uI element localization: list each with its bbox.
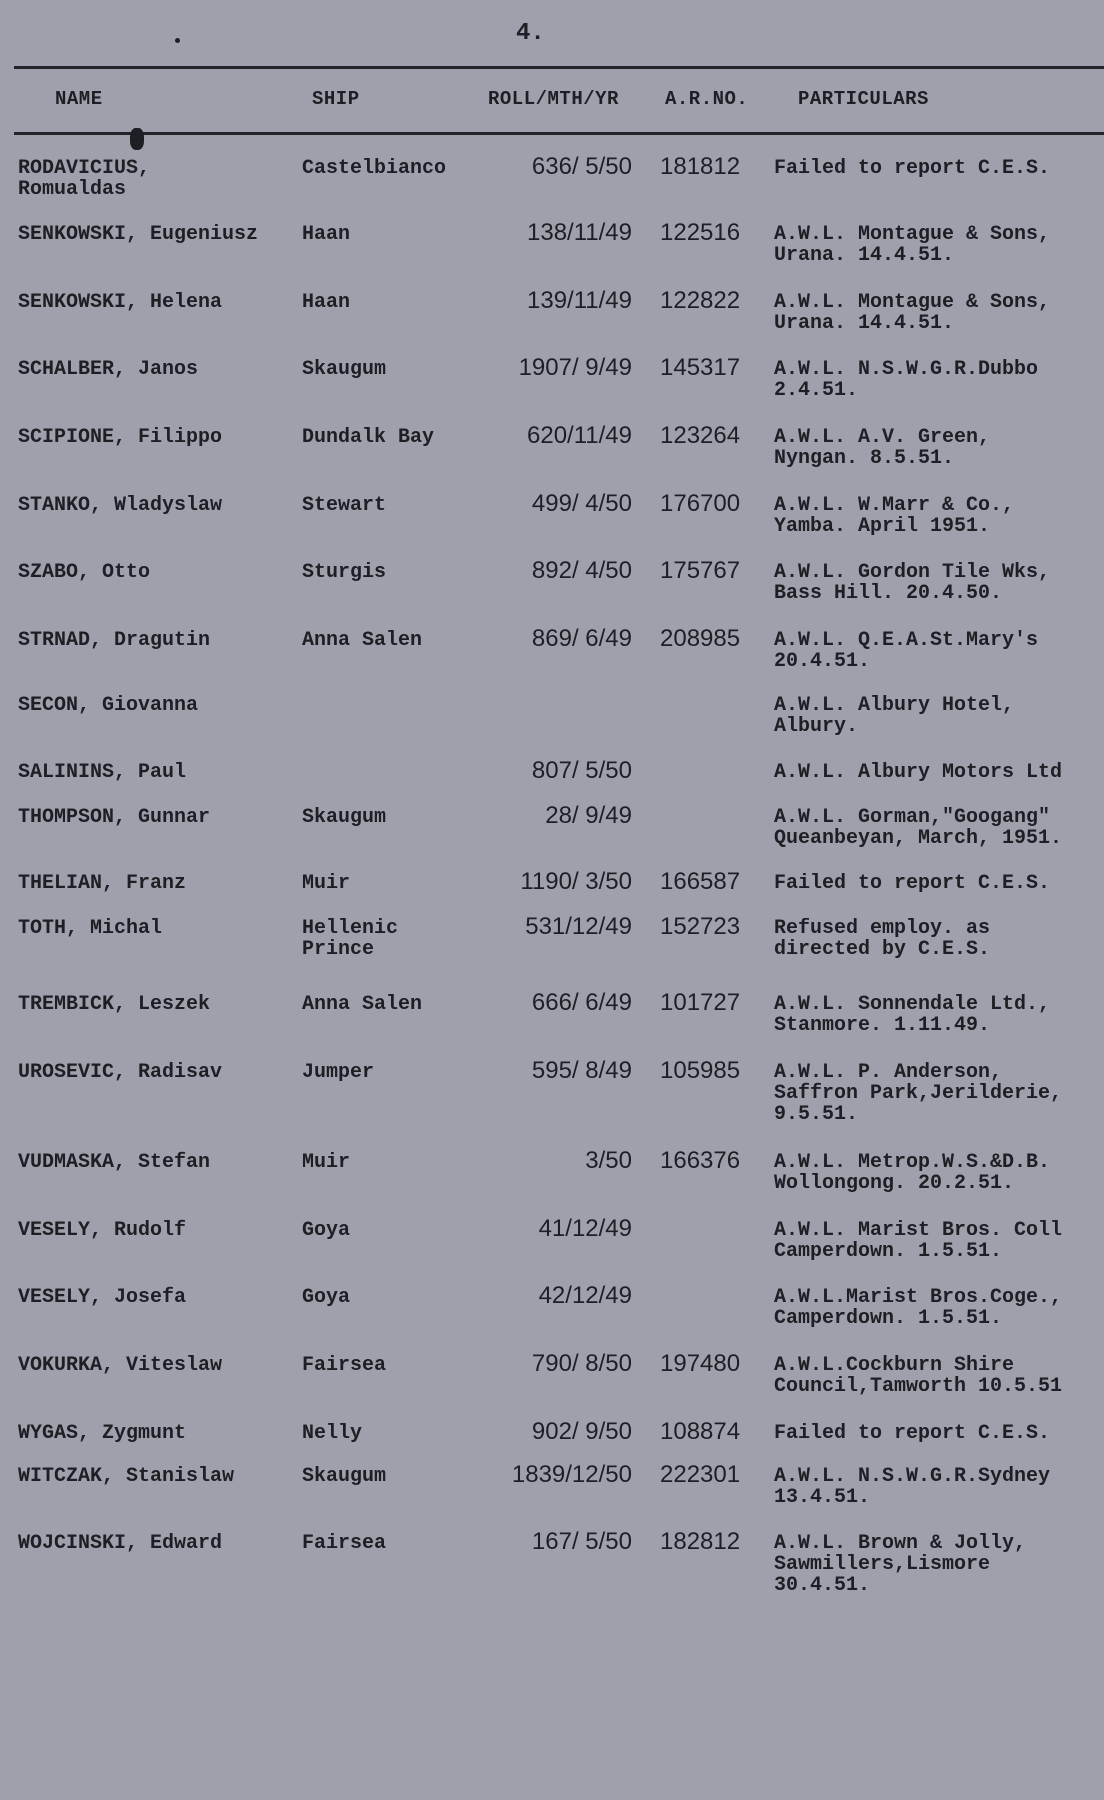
- row-particulars: A.W.L. Metrop.W.S.&D.B. Wollongong. 20.2.51.: [774, 1152, 1051, 1194]
- row-ar-no: 152723: [660, 913, 741, 940]
- row-name: THELIAN, Franz: [18, 872, 187, 895]
- header-rule: [14, 132, 1104, 135]
- row-particulars: A.W.L.Cockburn Shire Council,Tamworth 10.5.51: [774, 1355, 1063, 1397]
- row-ar-no: 122822: [660, 287, 741, 314]
- row-ar-no: 222301: [660, 1461, 741, 1488]
- row-roll: 666/ 6/49: [531, 989, 632, 1016]
- row-ship: Stewart: [302, 494, 387, 517]
- row-ship: Goya: [302, 1219, 351, 1242]
- row-particulars: A.W.L. W.Marr & Co., Yamba. April 1951.: [774, 495, 1015, 537]
- row-ar-no: 101727: [660, 989, 741, 1016]
- row-particulars: A.W.L. Montague & Sons, Urana. 14.4.51.: [774, 224, 1051, 266]
- row-name: RODAVICIUS, Romualdas: [18, 157, 151, 201]
- row-name: SCIPIONE, Filippo: [18, 426, 223, 449]
- header-ship: SHIP: [312, 88, 360, 110]
- row-ship: Haan: [302, 291, 351, 314]
- row-ar-no: 108874: [660, 1418, 741, 1445]
- row-ship: Haan: [302, 223, 351, 246]
- row-ship: Fairsea: [302, 1532, 387, 1555]
- row-roll: 138/11/49: [527, 219, 632, 246]
- row-particulars: A.W.L. Albury Hotel, Albury.: [774, 695, 1015, 737]
- row-ship: Fairsea: [302, 1354, 387, 1377]
- row-ship: Skaugum: [302, 806, 387, 829]
- row-name: WYGAS, Zygmunt: [18, 1422, 187, 1445]
- row-particulars: Refused employ. as directed by C.E.S.: [774, 918, 991, 960]
- ink-blot: [130, 128, 144, 150]
- row-roll: 531/12/49: [525, 913, 632, 940]
- row-roll: 1839/12/50: [511, 1461, 632, 1488]
- row-name: TREMBICK, Leszek: [18, 993, 211, 1016]
- row-particulars: A.W.L. Marist Bros. Coll Camperdown. 1.5.51.: [774, 1220, 1063, 1262]
- row-ar-no: 181812: [660, 153, 741, 180]
- header-particulars: PARTICULARS: [798, 88, 929, 110]
- row-roll: 1907/ 9/49: [518, 354, 632, 381]
- row-roll: 139/11/49: [527, 287, 632, 314]
- row-ship: Skaugum: [302, 1465, 387, 1488]
- row-ship: Nelly: [302, 1422, 363, 1445]
- header-roll: ROLL/MTH/YR: [488, 88, 619, 110]
- row-roll: 902/ 9/50: [531, 1418, 632, 1445]
- row-ar-no: 208985: [660, 625, 741, 652]
- row-roll: 167/ 5/50: [531, 1528, 632, 1555]
- row-roll: 499/ 4/50: [531, 490, 632, 517]
- row-name: STRNAD, Dragutin: [18, 629, 211, 652]
- row-particulars: A.W.L. Sonnendale Ltd., Stanmore. 1.11.49.: [774, 994, 1051, 1036]
- row-name: SALININS, Paul: [18, 761, 187, 784]
- row-particulars: A.W.L. N.S.W.G.R.Sydney 13.4.51.: [774, 1466, 1051, 1508]
- row-ship: Sturgis: [302, 561, 387, 584]
- ink-dot: [175, 38, 180, 43]
- row-particulars: A.W.L.Marist Bros.Coge., Camperdown. 1.5.51.: [774, 1287, 1063, 1329]
- header-ar-no: A.R.NO.: [665, 88, 749, 110]
- row-roll: 636/ 5/50: [531, 153, 632, 180]
- row-ship: Dundalk Bay: [302, 426, 435, 449]
- row-particulars: A.W.L. Albury Motors Ltd: [774, 762, 1063, 783]
- row-ship: Jumper: [302, 1061, 375, 1084]
- row-ship: Skaugum: [302, 358, 387, 381]
- row-particulars: A.W.L. A.V. Green, Nyngan. 8.5.51.: [774, 427, 991, 469]
- row-particulars: A.W.L. Montague & Sons, Urana. 14.4.51.: [774, 292, 1051, 334]
- row-ar-no: 197480: [660, 1350, 741, 1377]
- row-name: UROSEVIC, Radisav: [18, 1061, 223, 1084]
- row-name: SECON, Giovanna: [18, 694, 199, 717]
- row-name: WITCZAK, Stanislaw: [18, 1465, 235, 1488]
- row-ship: Goya: [302, 1286, 351, 1309]
- row-ar-no: 182812: [660, 1528, 741, 1555]
- row-ship: Anna Salen: [302, 629, 423, 652]
- row-particulars: Failed to report C.E.S.: [774, 873, 1051, 894]
- row-ship: Hellenic Prince: [302, 917, 399, 961]
- row-ar-no: 175767: [660, 557, 741, 584]
- row-roll: 28/ 9/49: [545, 802, 632, 829]
- row-ar-no: 123264: [660, 422, 741, 449]
- row-name: VESELY, Josefa: [18, 1286, 187, 1309]
- row-name: STANKO, Wladyslaw: [18, 494, 223, 517]
- row-ar-no: 166587: [660, 868, 741, 895]
- row-name: VESELY, Rudolf: [18, 1219, 187, 1242]
- row-name: TOTH, Michal: [18, 917, 163, 940]
- row-roll: 41/12/49: [538, 1215, 632, 1242]
- row-particulars: A.W.L. P. Anderson, Saffron Park,Jerilderie, 9.5.51.: [774, 1062, 1063, 1125]
- row-ship: Castelbianco: [302, 157, 447, 180]
- row-roll: 1190/ 3/50: [520, 868, 632, 895]
- row-name: VUDMASKA, Stefan: [18, 1151, 211, 1174]
- row-ar-no: 105985: [660, 1057, 741, 1084]
- row-ship: Muir: [302, 872, 351, 895]
- row-ship: Muir: [302, 1151, 351, 1174]
- row-particulars: Failed to report C.E.S.: [774, 158, 1051, 179]
- row-roll: 807/ 5/50: [531, 757, 632, 784]
- row-name: SENKOWSKI, Eugeniusz: [18, 223, 259, 246]
- row-particulars: A.W.L. N.S.W.G.R.Dubbo 2.4.51.: [774, 359, 1039, 401]
- row-particulars: Failed to report C.E.S.: [774, 1423, 1051, 1444]
- row-ar-no: 176700: [660, 490, 741, 517]
- row-roll: 595/ 8/49: [531, 1057, 632, 1084]
- row-ar-no: 145317: [660, 354, 741, 381]
- row-roll: 3/50: [585, 1147, 632, 1174]
- row-roll: 42/12/49: [538, 1282, 632, 1309]
- row-roll: 620/11/49: [527, 422, 632, 449]
- row-name: SCHALBER, Janos: [18, 358, 199, 381]
- row-roll: 892/ 4/50: [531, 557, 632, 584]
- row-particulars: A.W.L. Q.E.A.St.Mary's 20.4.51.: [774, 630, 1039, 672]
- row-particulars: A.W.L. Brown & Jolly, Sawmillers,Lismore 30.4.51.: [774, 1533, 1027, 1596]
- row-ship: Anna Salen: [302, 993, 423, 1016]
- row-name: SZABO, Otto: [18, 561, 151, 584]
- header-name: NAME: [55, 88, 103, 110]
- row-ar-no: 166376: [660, 1147, 741, 1174]
- row-name: WOJCINSKI, Edward: [18, 1532, 223, 1555]
- row-roll: 790/ 8/50: [531, 1350, 632, 1377]
- row-ar-no: 122516: [660, 219, 741, 246]
- page-number: 4.: [516, 20, 545, 47]
- column-header-row: [0, 88, 1104, 118]
- row-particulars: A.W.L. Gordon Tile Wks, Bass Hill. 20.4.50.: [774, 562, 1051, 604]
- row-roll: 869/ 6/49: [531, 625, 632, 652]
- row-particulars: A.W.L. Gorman,"Googang" Queanbeyan, March, 1951.: [774, 807, 1063, 849]
- row-name: SENKOWSKI, Helena: [18, 291, 223, 314]
- row-name: THOMPSON, Gunnar: [18, 806, 211, 829]
- top-rule: [14, 66, 1104, 69]
- row-name: VOKURKA, Viteslaw: [18, 1354, 223, 1377]
